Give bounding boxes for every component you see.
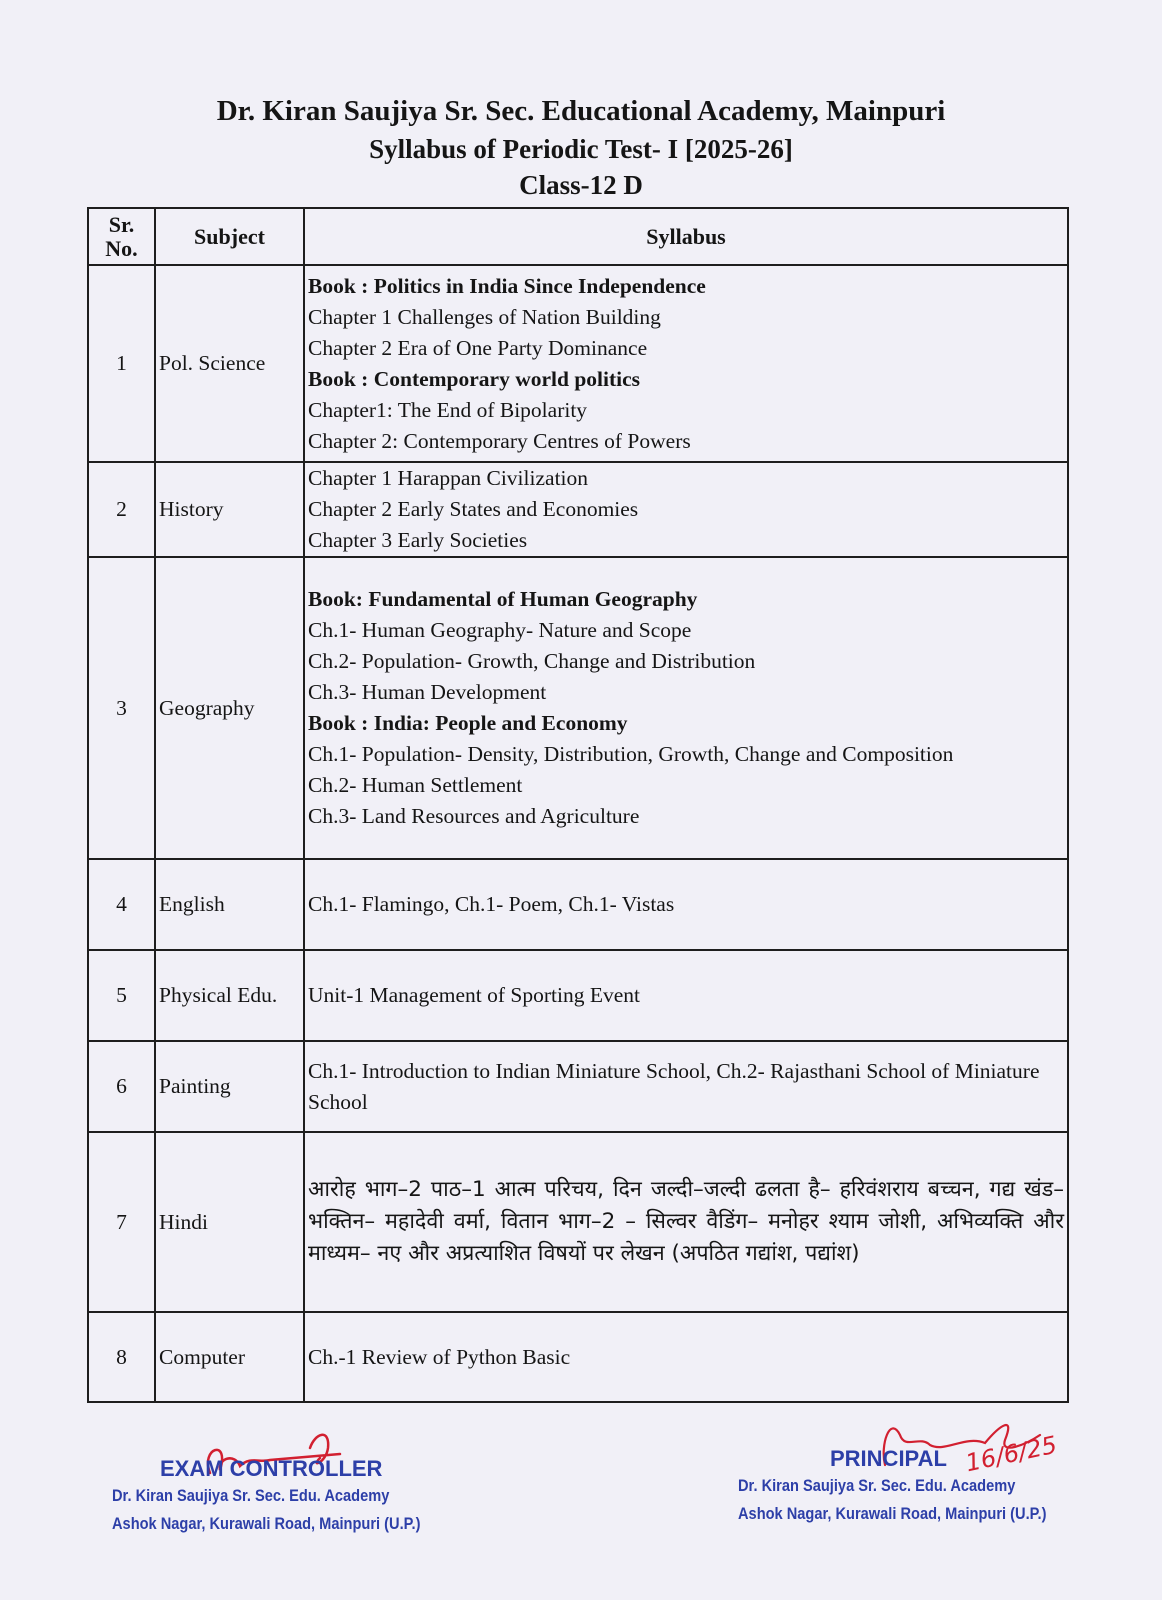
institution-name: Dr. Kiran Saujiya Sr. Sec. Educational Academy, Mainpuri: [216, 95, 946, 127]
table-row: [88, 1312, 1068, 1402]
header-sr-no: Sr. No.: [88, 208, 155, 265]
chapter-line: Chapter1: The End of Bipolarity: [308, 397, 588, 422]
row-syllabus: Ch.-1 Review of Python Basic: [304, 1312, 1068, 1402]
table-row: [88, 557, 1068, 859]
stamp-address-line: Ashok Nagar, Kurawali Road, Mainpuri (U.P.): [738, 1504, 1047, 1523]
class-title: Class-12 D: [519, 170, 643, 200]
principal-stamp: [738, 1408, 1078, 1528]
table-row: [88, 1041, 1068, 1132]
row-syllabus: [304, 462, 1068, 557]
chapter-line: Chapter 1 Challenges of Nation Building: [308, 304, 661, 329]
chapter-line: Ch.1- Population- Density, Distribution, Growth, Change and Composition: [308, 742, 954, 766]
row-subject: History: [155, 462, 304, 557]
table-header-row: [88, 208, 1068, 265]
chapter-line: Chapter 1 Harappan Civilization: [308, 466, 589, 490]
syllabus-table: [87, 207, 1069, 1403]
row-sr-no: 5: [88, 950, 155, 1041]
chapter-line: Chapter 2 Early States and Economies: [308, 497, 639, 521]
row-sr-no: 7: [88, 1132, 155, 1312]
book-title: Book: Fundamental of Human Geography: [308, 587, 698, 611]
table-row: [88, 950, 1068, 1041]
row-subject: Pol. Science: [155, 265, 304, 462]
principal-date-note: 16/6/25: [963, 1430, 1060, 1478]
header-syllabus: Syllabus: [304, 208, 1068, 265]
row-sr-no: 8: [88, 1312, 155, 1402]
stamp-school-line: Dr. Kiran Saujiya Sr. Sec. Edu. Academy: [112, 1486, 390, 1505]
row-syllabus: [304, 557, 1068, 859]
header-subject: Subject: [155, 208, 304, 265]
row-sr-no: 2: [88, 462, 155, 557]
row-syllabus: Ch.1- Introduction to Indian Miniature School, Ch.2- Rajasthani School of Miniature School: [304, 1041, 1068, 1132]
row-syllabus: [304, 265, 1068, 462]
row-subject: Computer: [155, 1312, 304, 1402]
row-subject: Physical Edu.: [155, 950, 304, 1041]
exam-controller-stamp: [112, 1418, 432, 1538]
chapter-line: Ch.2- Human Settlement: [308, 773, 523, 797]
row-sr-no: 3: [88, 557, 155, 859]
book-title: Book : Contemporary world politics: [308, 366, 641, 391]
table-row: [88, 859, 1068, 950]
row-sr-no: 6: [88, 1041, 155, 1132]
row-syllabus: आरोह भाग–2 पाठ–1 आत्म परिचय, दिन जल्दी–जल्दी ढलता है– हरिवंशराय बच्चन, गद्य खंड– भक्तिन– महादेवी वर्मा, वितान भाग–2 – सिल्वर वैडिंग– मनोहर श्याम जोशी, अभिव्यक्ति और माध्यम– नए और अप्रत्याशित विषयों पर लेखन (अपठित गद्यांश, पद्यांश): [304, 1132, 1068, 1312]
chapter-line: Chapter 2: Contemporary Centres of Powers: [308, 428, 691, 453]
row-subject: English: [155, 859, 304, 950]
book-title: Book : Politics in India Since Independence: [308, 273, 706, 298]
exam-controller-title: EXAM CONTROLLER: [160, 1456, 383, 1481]
test-title: Syllabus of Periodic Test- I [2025-26]: [369, 134, 793, 164]
chapter-line: Chapter 3 Early Societies: [308, 528, 528, 552]
chapter-line: Ch.1- Human Geography- Nature and Scope: [308, 618, 692, 642]
chapter-line: Chapter 2 Era of One Party Dominance: [308, 335, 648, 360]
row-syllabus: Ch.1- Flamingo, Ch.1- Poem, Ch.1- Vistas: [304, 859, 1068, 950]
stamp-address-line: Ashok Nagar, Kurawali Road, Mainpuri (U.P.): [112, 1514, 421, 1533]
row-sr-no: 4: [88, 859, 155, 950]
table-row: [88, 265, 1068, 462]
book-title: Book : India: People and Economy: [308, 711, 628, 735]
row-subject: Geography: [155, 557, 304, 859]
stamp-school-line: Dr. Kiran Saujiya Sr. Sec. Edu. Academy: [738, 1476, 1016, 1495]
principal-title: PRINCIPAL: [830, 1446, 947, 1471]
row-sr-no: 1: [88, 265, 155, 462]
chapter-line: Ch.2- Population- Growth, Change and Distribution: [308, 649, 756, 673]
row-subject: Painting: [155, 1041, 304, 1132]
table-row: [88, 1132, 1068, 1312]
row-subject: Hindi: [155, 1132, 304, 1312]
row-syllabus: Unit-1 Management of Sporting Event: [304, 950, 1068, 1041]
chapter-line: Ch.3- Land Resources and Agriculture: [308, 804, 640, 828]
table-row: [88, 462, 1068, 557]
chapter-line: Ch.3- Human Development: [308, 680, 547, 704]
